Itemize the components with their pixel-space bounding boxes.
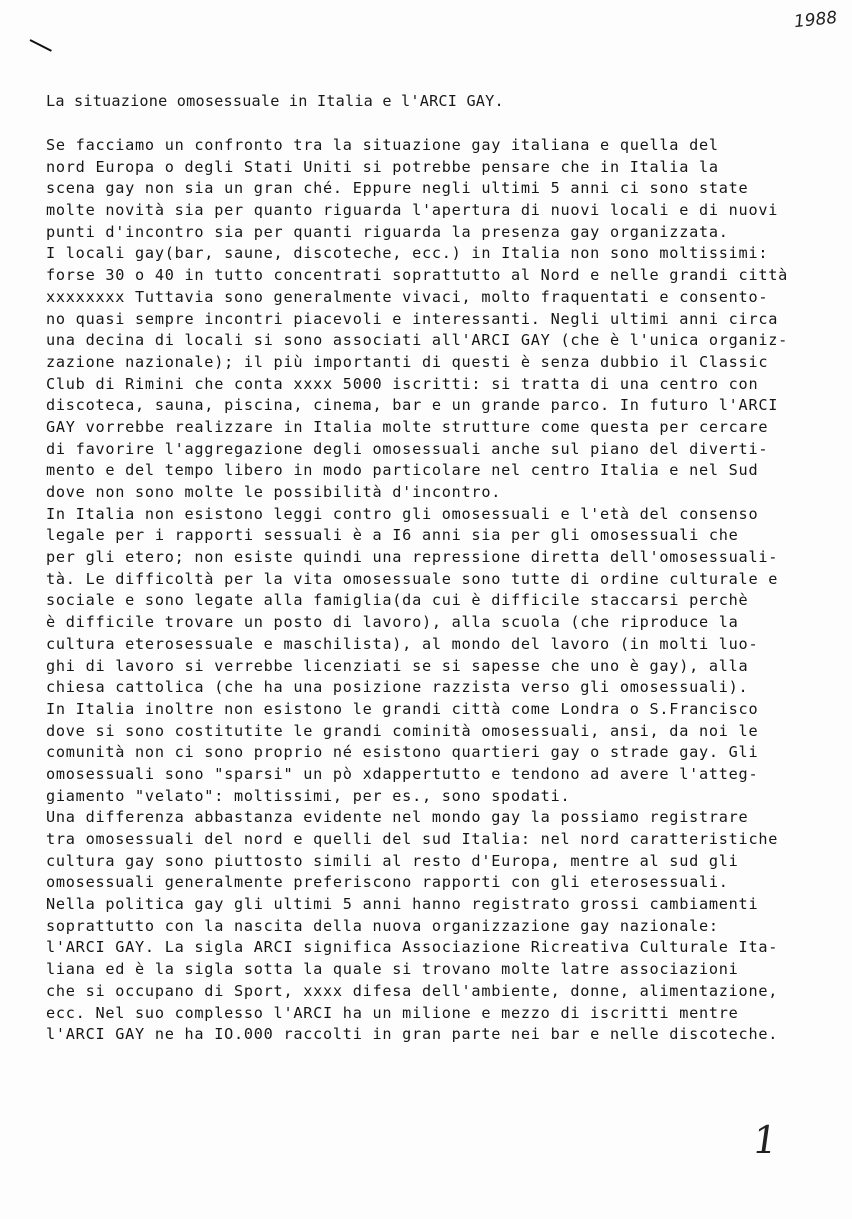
body-line: tra omosessuali del nord e quelli del sud Italia: nel nord caratteristiche [46, 830, 779, 848]
body-line: l'ARCI GAY ne ha IO.000 raccolti in gran parte nei bar e nelle discoteche. [46, 1025, 779, 1044]
body-line: I locali gay(bar, saune, discoteche, ecc.) in Italia non sono moltissimi: [46, 244, 769, 263]
body-line: In Italia inoltre non esistono le grandi città come Londra o S.Francisco [46, 699, 759, 718]
body-line: punti d'incontro sia per quanti riguarda la presenza gay organizzata. [46, 222, 729, 241]
body-line: che si occupano di Sport, xxxx difesa dell'ambiente, donne, alimentazione, [46, 981, 779, 1000]
body-line: zazione nazionale); il più importanti di questi è senza dubbio il Classic [46, 352, 769, 371]
body-line: cultura gay sono piuttosto simili al resto d'Europa, mentre al sud gli [46, 851, 739, 870]
body-line: è difficile trovare un posto di lavoro), alla scuola (che riproduce la [46, 613, 739, 632]
body-line: Club di Rimini che conta xxxx 5000 iscritti: si tratta di una centro con [46, 374, 759, 393]
body-line: soprattutto con la nascita della nuova organizzazione gay nazionale: [46, 916, 719, 935]
body-line: Una differenza abbastanza evidente nel mondo gay la possiamo registrare [46, 808, 749, 827]
body-line: forse 30 o 40 in tutto concentrati soprattutto al Nord e nelle grandi città [46, 266, 789, 285]
handwritten-year-annotation: 1988 [793, 7, 839, 33]
body-line: In Italia non esistono leggi contro gli omosessuali e l'età del consenso [46, 504, 759, 523]
body-line: Nella politica gay gli ultimi 5 anni hanno registrato grossi cambiamenti [46, 895, 759, 914]
body-line: chiesa cattolica (che ha una posizione razzista verso gli omosessuali). [46, 678, 749, 697]
body-line: comunità non ci sono proprio né esistono quartieri gay o strade gay. Gli [46, 743, 759, 762]
handwritten-page-number: 1 [749, 1118, 781, 1162]
body-line: GAY vorrebbe realizzare in Italia molte strutture come questa per cercare [46, 417, 769, 436]
body-line: omosessuali sono "sparsi" un pò xdappertutto e tendono ad avere l'atteg- [46, 764, 759, 783]
body-line: liana ed è la sigla sotta la quale si trovano molte latre associazioni [46, 960, 739, 979]
body-line: dove non sono molte le possibilità d'incontro. [46, 483, 502, 501]
body-line: discoteca, sauna, piscina, cinema, bar e un grande parco. In futuro l'ARCI [46, 396, 779, 415]
body-line: legale per i rapporti sessuali è a I6 anni sia per gli omosessuali che [46, 526, 739, 545]
body-line: cultura eterosessuale e maschilista), al mondo del lavoro (in molti luo- [46, 634, 759, 653]
body-line: sociale e sono legate alla famiglia(da cui è difficile staccarsi perchè [46, 591, 749, 610]
body-line: nord Europa o degli Stati Uniti si potrebbe pensare che in Italia la [46, 157, 719, 176]
document-body [46, 135, 846, 1046]
body-line: mento e del tempo libero in modo particolare nel centro Italia e nel Sud [46, 461, 759, 480]
body-line: ghi di lavoro si verrebbe licenziati se si sapesse che uno è gay), alla [46, 656, 749, 675]
body-line: scena gay non sia un gran ché. Eppure negli ultimi 5 anni ci sono state [46, 179, 749, 198]
body-line: di favorire l'aggregazione degli omosessuali anche sul piano del diverti- [46, 439, 769, 458]
body-line: xxxxxxxx Tuttavia sono generalmente vivaci, molto fraquentati e consento- [46, 287, 769, 306]
body-line: giamento "velato": moltissimi, per es., sono spodati. [46, 786, 571, 805]
body-line: l'ARCI GAY. La sigla ARCI significa Associazione Ricreativa Culturale Ita- [46, 938, 779, 957]
body-line: tà. Le difficoltà per la vita omosessuale sono tutte di ordine culturale e [46, 569, 779, 588]
body-line: dove si sono costitutite le grandi cominità omosessuali, ansi, da noi le [46, 721, 759, 740]
body-line: ecc. Nel suo complesso l'ARCI ha un milione e mezzo di iscritti mentre [46, 1003, 739, 1022]
body-line: omosessuali generalmente preferiscono rapporti con gli eterosessuali. [46, 873, 729, 892]
body-line: una decina di locali si sono associati all'ARCI GAY (che è l'unica organiz- [46, 331, 789, 350]
body-line: per gli etero; non esiste quindi una repressione diretta dell'omosessuali- [46, 548, 779, 567]
corner-slash-mark [30, 39, 52, 52]
document-title: La situazione omosessuale in Italia e l'ARCI GAY. [46, 92, 504, 110]
body-line: molte novità sia per quanto riguarda l'apertura di nuovi locali e di nuovi [46, 201, 779, 220]
body-line: no quasi sempre incontri piacevoli e interessanti. Negli ultimi anni circa [46, 309, 779, 328]
body-line: Se facciamo un confronto tra la situazione gay italiana e quella del [46, 136, 719, 154]
